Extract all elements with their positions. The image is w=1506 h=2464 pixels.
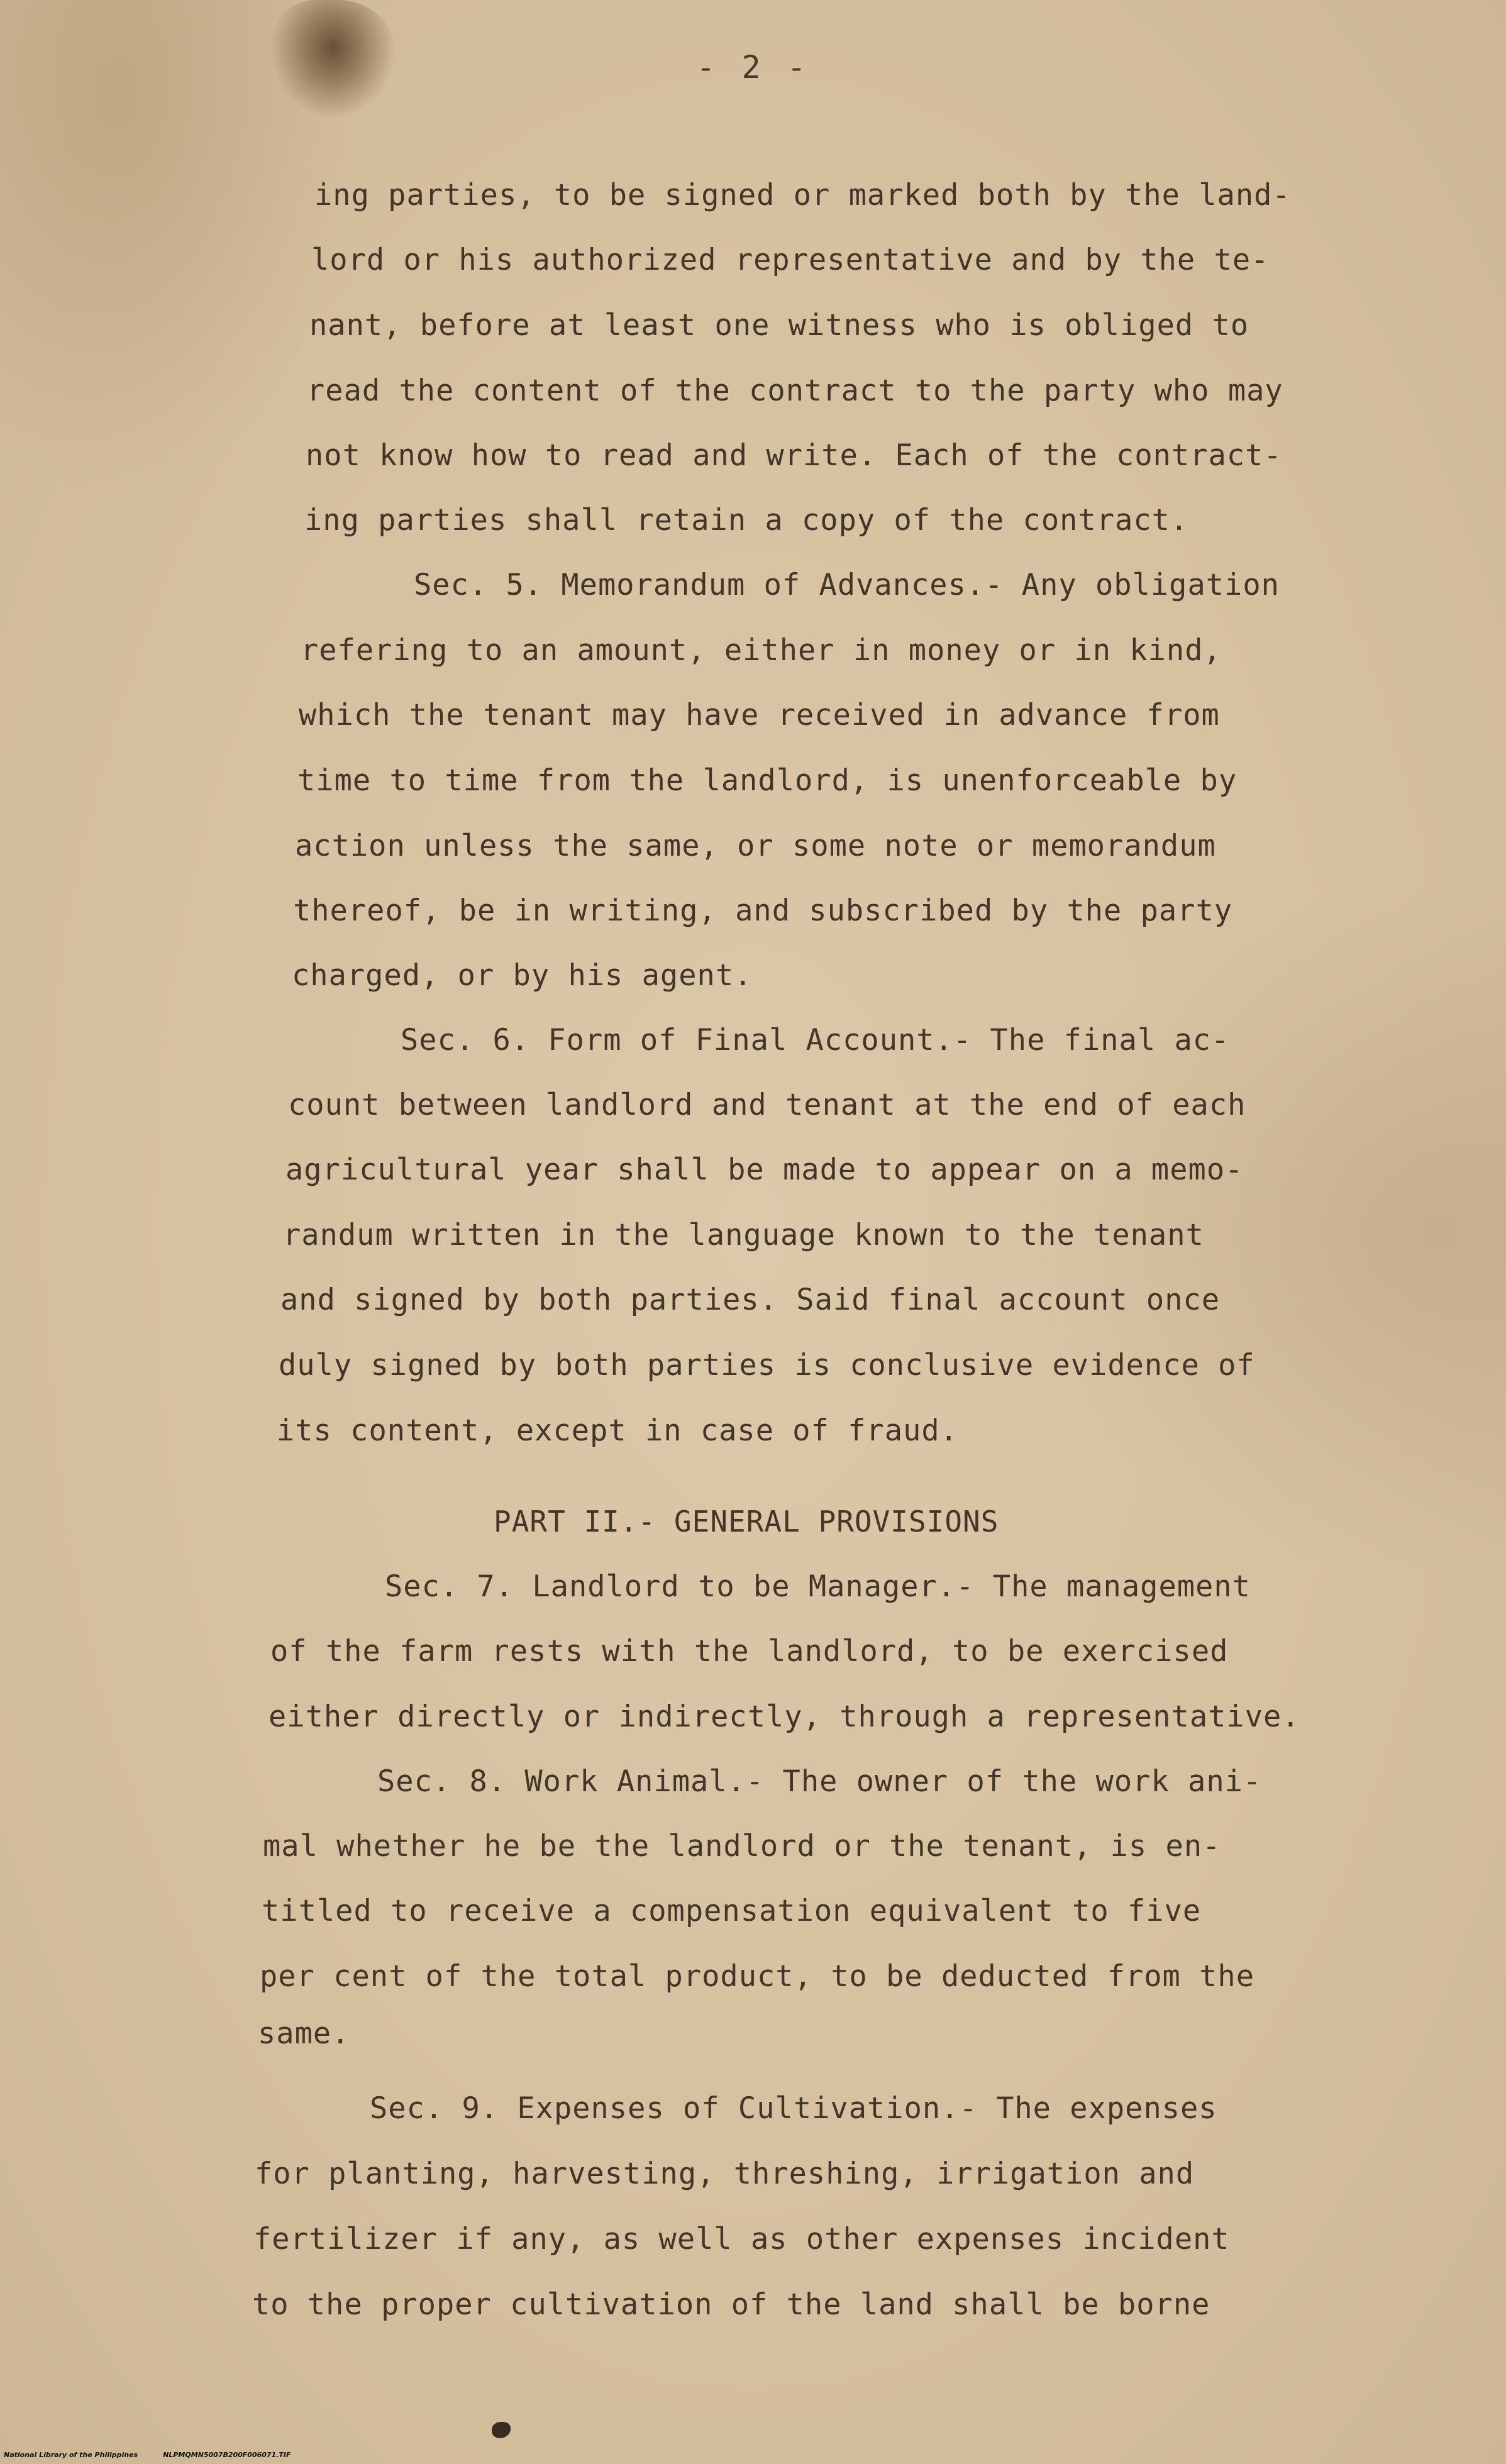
- text-line: not know how to read and write. Each of the contract-: [306, 438, 1282, 473]
- text-line: titled to receive a compensation equivalent to five: [262, 1894, 1202, 1928]
- text-line: Sec. 8. Work Animal.- The owner of the work ani-: [377, 1764, 1262, 1799]
- text-line: Sec. 6. Form of Final Account.- The final ac-: [401, 1023, 1230, 1058]
- library-credit: National Library of the Philippines: [4, 2451, 138, 2459]
- text-line: per cent of the total product, to be deducted from the: [260, 1959, 1255, 1994]
- ink-mark: [492, 2422, 511, 2438]
- text-line: mal whether he be the landlord or the tenant, is en-: [263, 1829, 1221, 1864]
- text-line: to the proper cultivation of the land shall be borne: [252, 2287, 1210, 2322]
- text-line: ing parties shall retain a copy of the contract.: [304, 503, 1189, 538]
- text-line: same.: [258, 2016, 350, 2051]
- section-heading: PART II.- GENERAL PROVISIONS: [494, 1505, 999, 1539]
- text-line: refering to an amount, either in money or in kind,: [301, 633, 1222, 668]
- text-line: fertilizer if any, as well as other expenses incident: [253, 2222, 1230, 2257]
- text-line: Sec. 7. Landlord to be Manager.- The management: [385, 1569, 1251, 1604]
- file-id: NLPMQMN5007B200F006071.TIF: [163, 2451, 291, 2459]
- text-line: which the tenant may have received in advance from: [299, 698, 1220, 732]
- text-line: charged, or by his agent.: [292, 958, 753, 993]
- text-line: for planting, harvesting, threshing, irrigation and: [255, 2157, 1195, 2191]
- text-line: Sec. 5. Memorandum of Advances.- Any obligation: [414, 568, 1280, 602]
- text-line: time to time from the landlord, is unenforceable by: [297, 763, 1237, 798]
- text-line: agricultural year shall be made to appear on a memo-: [285, 1152, 1244, 1187]
- text-line: thereof, be in writing, and subscribed by the party: [293, 893, 1233, 928]
- scan-footer: [4, 2451, 316, 2459]
- text-line: count between landlord and tenant at the end of each: [288, 1088, 1246, 1122]
- text-line: action unless the same, or some note or memorandum: [295, 829, 1216, 863]
- text-line: ing parties, to be signed or marked both by the land-: [314, 178, 1291, 213]
- text-line: either directly or indirectly, through a representative.: [269, 1699, 1300, 1734]
- text-line: lord or his authorized representative and by the te-: [311, 243, 1270, 277]
- text-line: and signed by both parties. Said final account once: [280, 1283, 1221, 1317]
- text-line: Sec. 9. Expenses of Cultivation.- The expenses: [370, 2091, 1217, 2126]
- text-line: read the content of the contract to the party who may: [307, 373, 1283, 408]
- text-line: duly signed by both parties is conclusive evidence of: [279, 1348, 1255, 1383]
- text-line: its content, except in case of fraud.: [277, 1413, 958, 1448]
- text-line: randum written in the language known to the tenant: [283, 1218, 1204, 1252]
- text-line: nant, before at least one witness who is obliged to: [309, 308, 1249, 343]
- text-line: of the farm rests with the landlord, to be exercised: [270, 1634, 1229, 1669]
- page-number: - 2 -: [696, 49, 810, 86]
